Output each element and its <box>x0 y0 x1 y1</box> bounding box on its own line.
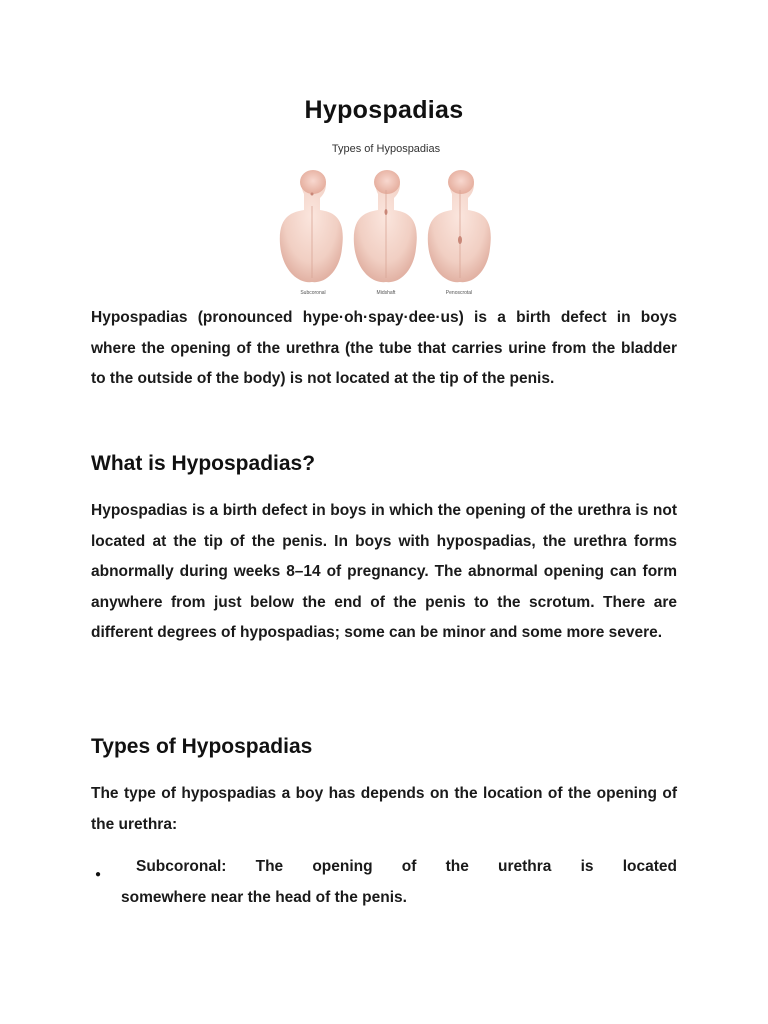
figure-label-penoscrotal: Penoscrotal <box>445 290 473 296</box>
figure-title: Types of Hypospadias <box>331 143 441 155</box>
penoscrotal-drawing <box>428 170 491 282</box>
bullet-icon: ● <box>95 869 102 880</box>
intro-paragraph: Hypospadias (pronounced hype·oh·spay·dee·us) is a birth defect in boys where the opening of the urethra (the tube that carries urine from the bladder to the outside of the body) is not located at the tip of the penis. <box>91 309 677 387</box>
figure-label-midshaft: Midshaft <box>376 290 396 296</box>
anatomy-illustration <box>274 166 498 290</box>
types-of-hypospadias-figure <box>274 138 498 300</box>
what-is-paragraph: Hypospadias is a birth defect in boys in which the opening of the urethra is not located at the tip of the penis. In boys with hypospadias, the urethra forms abnormally during weeks 8–14 of pregnancy. The abnormal opening can form anywhere from just below the end of the penis to the scrotum. There are different degrees of hypospadias; some can be minor and some more severe. <box>91 502 677 641</box>
bullet-line-1: Subcoronal: The opening of the urethra is located <box>136 858 677 875</box>
subcoronal-drawing <box>280 170 343 282</box>
types-paragraph: The type of hypospadias a boy has depends on the location of the opening of the urethra: <box>91 785 677 833</box>
section-heading-types: Types of Hypospadias <box>91 735 313 758</box>
section-heading-what-is: What is Hypospadias? <box>91 452 316 475</box>
figure-label-subcoronal: Subcoronal <box>300 290 326 296</box>
document-title: Hypospadias <box>304 96 464 124</box>
bullet-line-2: somewhere near the head of the penis. <box>121 888 407 906</box>
midshaft-drawing <box>354 170 417 282</box>
